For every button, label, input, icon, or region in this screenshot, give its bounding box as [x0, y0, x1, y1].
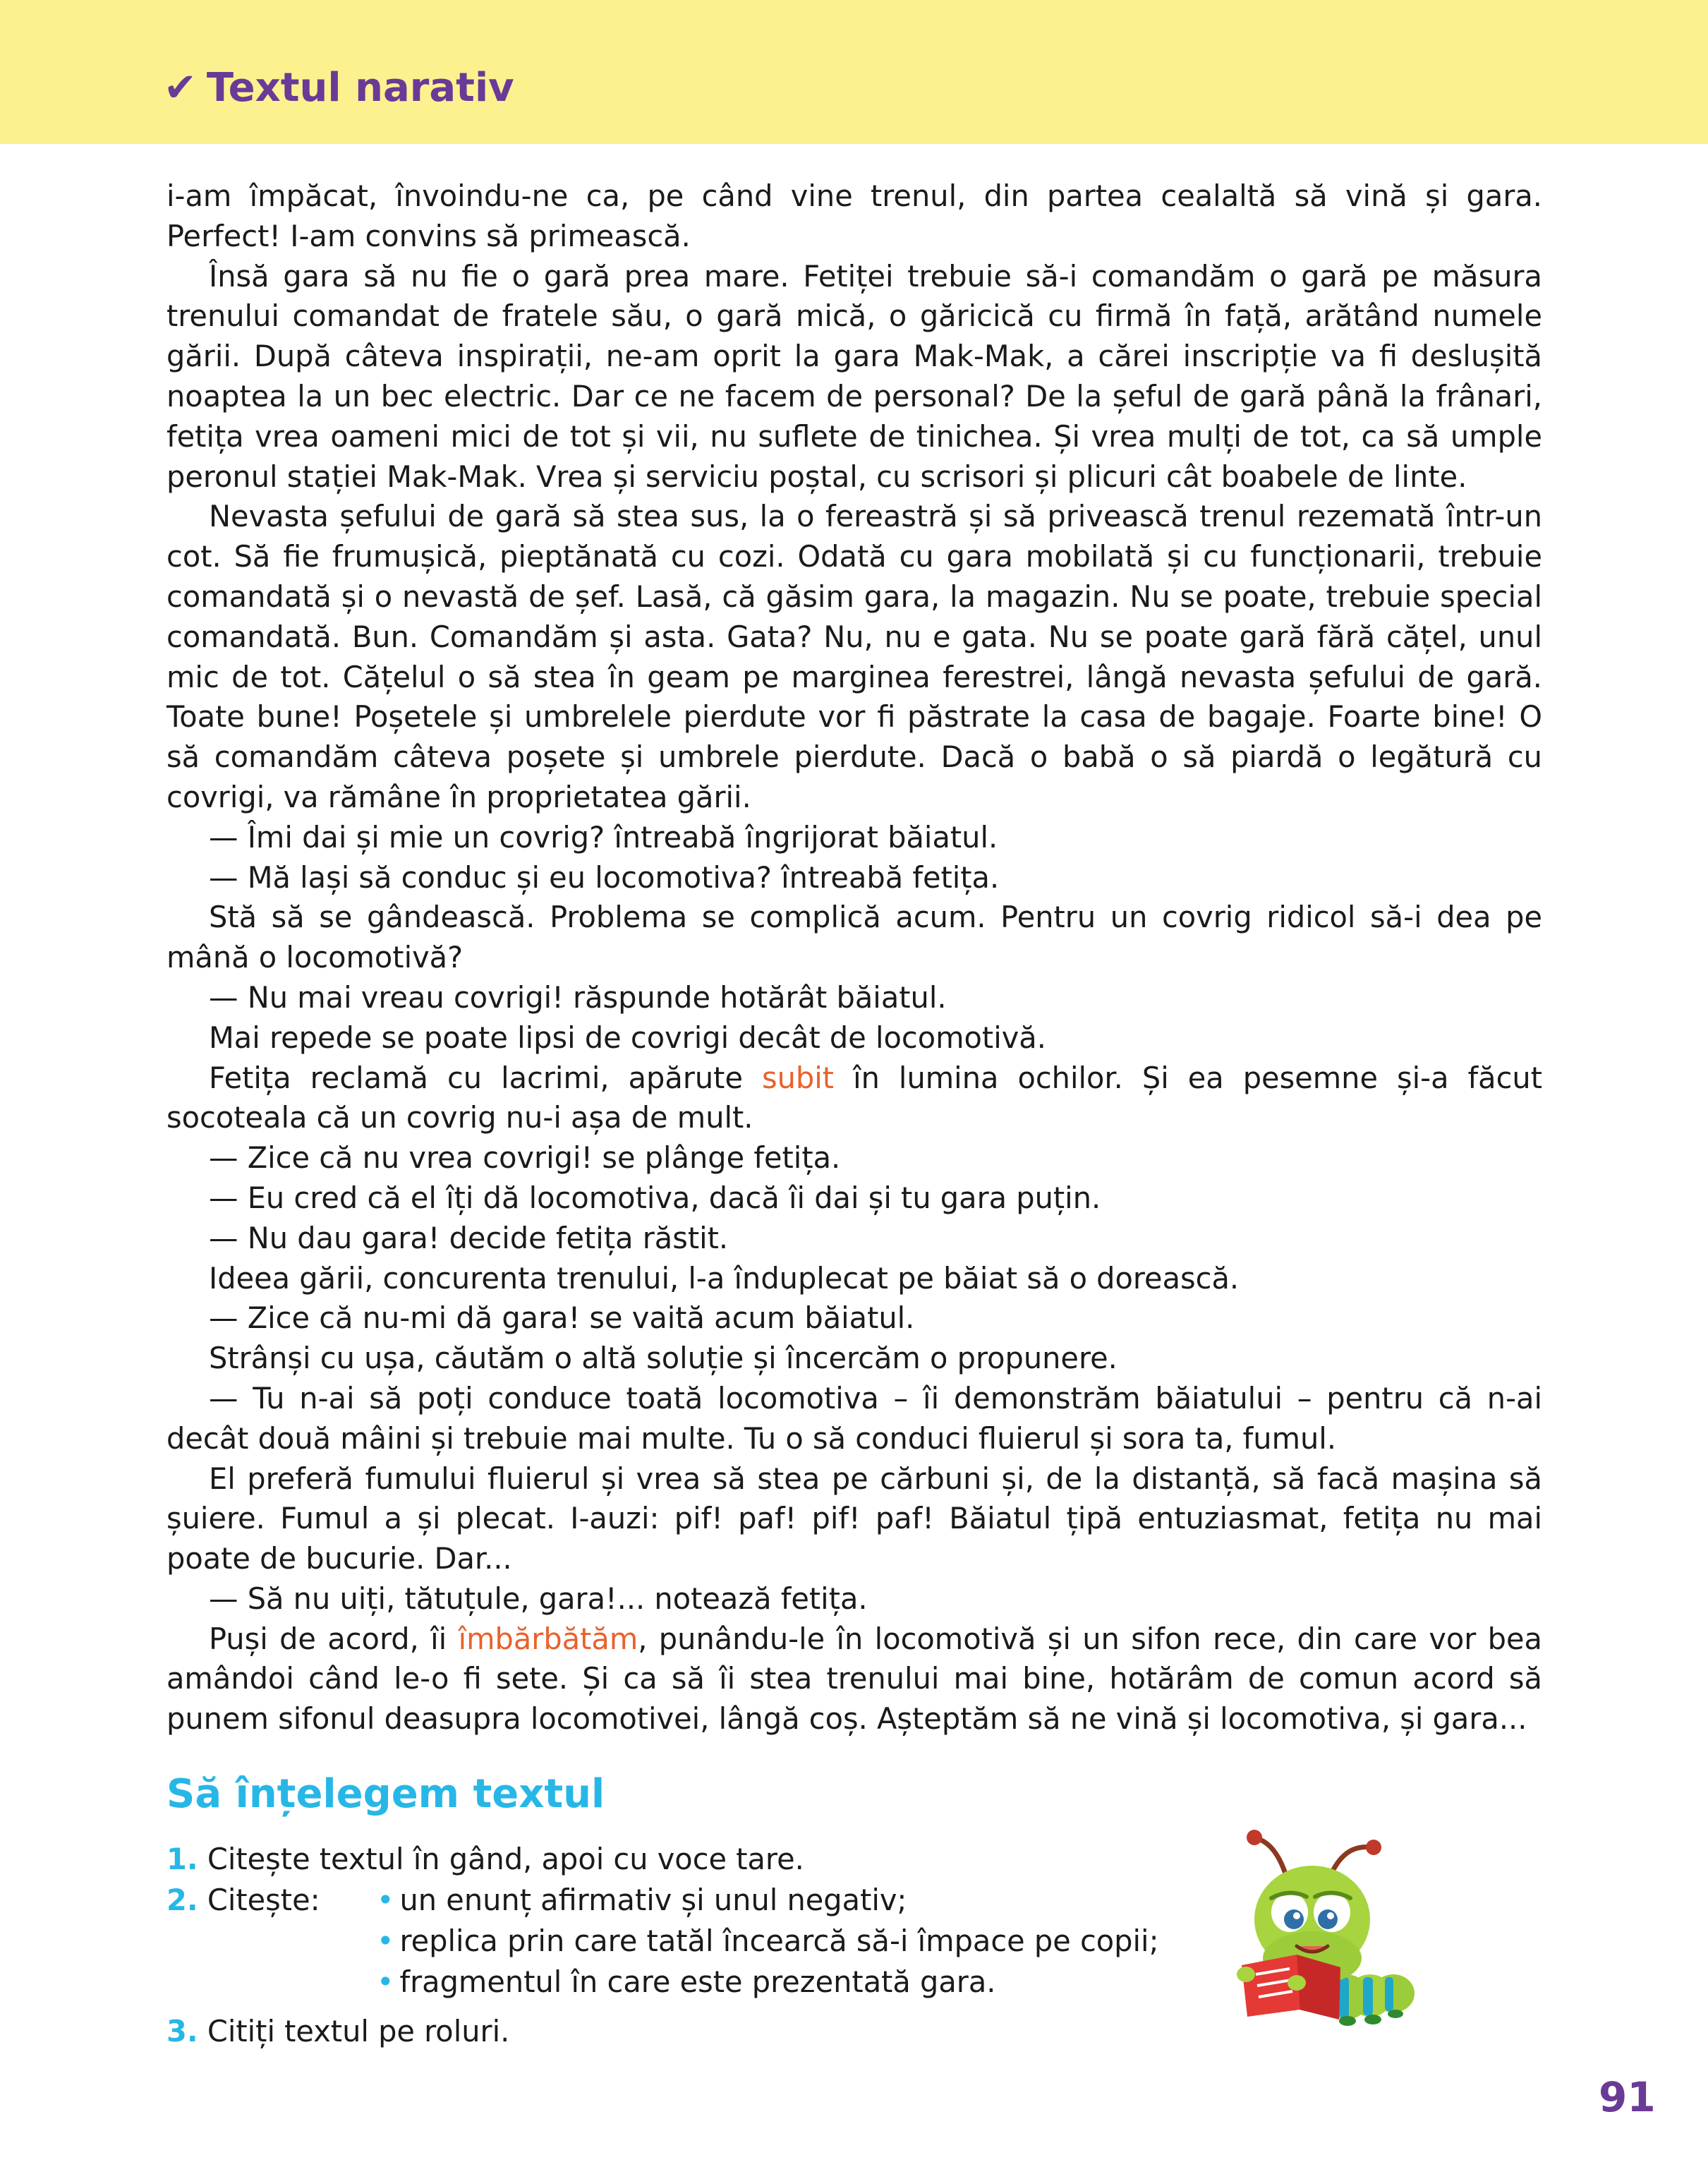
story-paragraph — [166, 1298, 1542, 1339]
paragraph-text: i-am împăcat, învoindu-ne ca, pe când vine trenul, din partea cealaltă să vină și gara. Perfect! I-am convins să primească. — [166, 179, 1542, 253]
exercise-text: Citește textul în gând, apoi cu voce tare. — [207, 1842, 804, 1876]
vocabulary-word: subit — [762, 1060, 835, 1095]
exercise-number: 1. — [166, 1842, 198, 1876]
story-paragraph — [166, 898, 1542, 978]
story-paragraph — [166, 257, 1542, 497]
paragraph-text: Însă gara să nu fie o gară prea mare. Fetiței trebuie să-i comandăm o gară pe măsura trenului comandat de fratele său, o gară mică, o găricică cu firmă în față, arătând numele gării. După câteva inspirații, ne-am oprit la gara Mak-Mak, a cărei inscripție va fi deslușită noaptea la un bec electric. Dar ce ne facem de personal? De la șeful de gară până la frânari, fetița vrea oameni mici de tot și vii, nu suflete de tinichea. Și vrea mulți de tot, ca să umple peronul stației Mak-Mak. Vrea și serviciu poștal, cu scrisori și plicuri cât boabele de linte. — [166, 258, 1542, 494]
exercise-subitem: • un enunț afirmativ și unul negativ; — [377, 1883, 907, 1917]
exercise-subitem: • replica prin care tatăl încearcă să-i împace pe copii; — [377, 1924, 1159, 1958]
exercise-text: Citiți textul pe roluri. — [207, 2014, 510, 2048]
paragraph-text: — Să nu uiți, tătuțule, gara!... notează fetița. — [209, 1581, 868, 1616]
caterpillar-reading-illustration — [1213, 1813, 1425, 2032]
exercise-subitem-row — [166, 1962, 1225, 2003]
exercise-subitem-row — [166, 1921, 1225, 1962]
story-paragraph — [166, 1259, 1542, 1299]
paragraph-text: — Îmi dai și mie un covrig? întreabă îngrijorat băiatul. — [209, 819, 998, 855]
story-paragraph — [166, 1579, 1542, 1619]
paragraph-text: — Zice că nu vrea covrigi! se plânge fetița. — [209, 1140, 841, 1176]
paragraph-text: — Tu n-ai să poți conduce toată locomotiva – îi demonstrăm băiatului – pentru că n-ai decât două mâini și trebuie mai multe. Tu o să conduci fluierul și sora ta, fumul. — [166, 1380, 1542, 1456]
page-number: 91 — [1599, 2073, 1656, 2121]
paragraph-text: Nevasta șefului de gară să stea sus, la o fereastră și să privească trenul rezemată într-un cot. Să fie frumușică, pieptănată cu cozi. Odată cu gara mobilată și cu funcționarii, trebuie comandată și o nevastă de șef. Lasă, că găsim gara, la magazin. Nu se poate, trebuie special comandată. Bun. Comandăm și asta. Gata? Nu, nu e gata. Nu se poate gară fără cățel, unul mic de tot. Cățelul o să stea în geam pe marginea ferestrei, lângă nevasta șefului de gară. Toate bune! Poșetele și umbrelele pierdute vor fi păstrate la casa de bagaje. Foarte bine! O să comandăm câteva poșete și umbrele pierdute. Dacă o babă o să piardă o legătură cu covrigi, va rămâne în proprietatea gării. — [166, 499, 1542, 814]
exercise-subitem: • fragmentul în care este prezentată gara. — [377, 1964, 996, 1999]
paragraph-text: — Nu dau gara! decide fetița răstit. — [209, 1220, 729, 1255]
chapter-title — [164, 65, 514, 111]
exercise-item — [166, 1839, 1225, 1880]
story-paragraph — [166, 818, 1542, 858]
exercise-list — [166, 1839, 1225, 2052]
story-paragraph — [166, 1379, 1542, 1459]
paragraph-text: Stă să se gândească. Problema se complică acum. Pentru un covrig ridicol să-i dea pe mână o locomotivă? — [166, 900, 1542, 975]
vocabulary-word: îmbărbătăm — [458, 1621, 638, 1656]
story-paragraph — [166, 978, 1542, 1018]
story-text — [166, 176, 1542, 1739]
story-paragraph — [166, 497, 1542, 817]
story-paragraph — [166, 1219, 1542, 1259]
paragraph-text: Mai repede se poate lipsi de covrigi decât de locomotivă. — [209, 1020, 1046, 1055]
paragraph-text: El preferă fumului fluierul și vrea să stea pe cărbuni și, de la distanță, să facă mașina să șuiere. Fumul a și plecat. I-auzi: pif! paf! pif! paf! Băiatul țipă entuziasmat, fetița nu mai poate de bucurie. Dar... — [166, 1461, 1542, 1576]
exercise-item — [166, 1880, 1225, 1921]
exercise-item — [166, 2011, 1225, 2052]
chapter-title-text: Textul narativ — [206, 65, 514, 111]
check-icon: ✔ — [164, 65, 197, 111]
bullet-icon: • — [377, 1964, 394, 1999]
paragraph-text: — Mă lași să conduc și eu locomotiva? întreabă fetița. — [209, 859, 1000, 895]
paragraph-text: Fetița reclamă cu lacrimi, apărute — [209, 1060, 762, 1095]
exercise-number: 3. — [166, 2014, 198, 2048]
story-paragraph — [166, 1459, 1542, 1579]
paragraph-text: — Zice că nu-mi dă gara! se vaită acum băiatul. — [209, 1300, 915, 1336]
story-paragraph — [166, 1178, 1542, 1219]
paragraph-text: Strânși cu ușa, căutăm o altă soluție și încercăm o propunere. — [209, 1341, 1118, 1376]
story-paragraph — [166, 1339, 1542, 1379]
paragraph-text: — Nu mai vreau covrigi! răspunde hotărât băiatul. — [209, 979, 947, 1015]
exercise-text: Citește: — [207, 1883, 320, 1917]
bullet-icon: • — [377, 1883, 394, 1917]
exercise-number: 2. — [166, 1883, 198, 1917]
bullet-icon: • — [377, 1924, 394, 1958]
story-paragraph — [166, 858, 1542, 898]
section-heading: Să înțelegem textul — [166, 1771, 605, 1817]
story-paragraph — [166, 176, 1542, 257]
paragraph-text: — Eu cred că el îți dă locomotiva, dacă îi dai și tu gara puțin. — [209, 1180, 1101, 1215]
story-paragraph — [166, 1018, 1542, 1058]
paragraph-text: Puși de acord, îi — [209, 1621, 459, 1656]
story-paragraph — [166, 1619, 1542, 1739]
paragraph-text: , punându-le în locomotivă și un sifon rece, din care vor bea amândoi când le-o fi sete. Și ca să îi stea trenului mai bine, hotărâm de comun acord să punem sifonul deasupra locomotivei, lângă coș. Așteptăm să ne vină și locomotiva, și gara... — [166, 1621, 1542, 1737]
paragraph-text: în lumina ochilor. Și ea pesemne și-a făcut socoteala că un covrig nu-i așa de mult. — [166, 1060, 1542, 1135]
paragraph-text: Ideea gării, concurenta trenului, l-a înduplecat pe băiat să o dorească. — [209, 1260, 1240, 1296]
story-paragraph — [166, 1138, 1542, 1178]
story-paragraph — [166, 1058, 1542, 1139]
